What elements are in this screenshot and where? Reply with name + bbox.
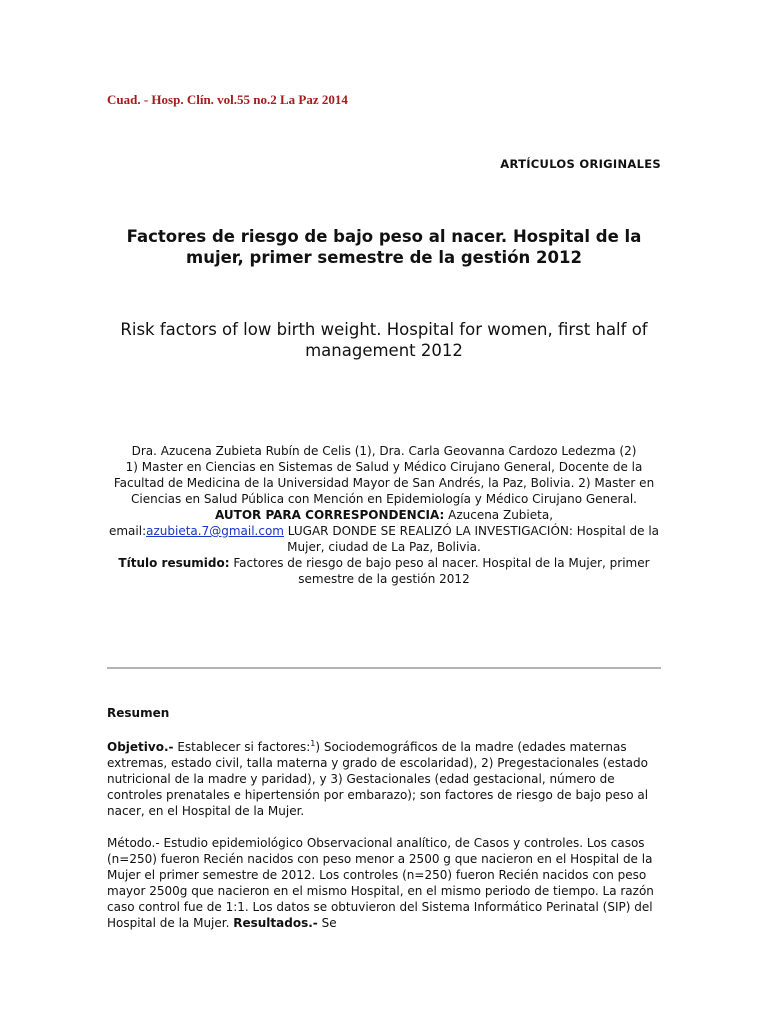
results-text: Se (317, 916, 337, 930)
author-names: Dra. Azucena Zubieta Rubín de Celis (1), Dra. Carla Geovanna Cardozo Ledezma (2) (131, 444, 637, 458)
objective-label: Objetivo.- (107, 740, 174, 754)
corresponding-name: Azucena Zubieta, (444, 508, 554, 522)
short-title-text: Factores de riesgo de bajo peso al nacer. Hospital de la Mujer, primer semestre de la gestión 2012 (229, 556, 650, 586)
objective-text: ) Sociodemográficos de la madre (edades maternas extremas, estado civil, talla materna y grado de escolaridad), 2) Pregestacionales (estado nutricional de la madre y paridad), y 3) Gestacionales (edad gestacional, número de controles prenatales e hipertensión por embarazo); son factores de riesgo de bajo peso al nacer, en el Hospital de la Mujer. (107, 740, 649, 818)
section-label: ARTÍCULOS ORIGINALES (500, 157, 661, 171)
contact-line (103, 523, 665, 555)
article-title-english: Risk factors of low birth weight. Hospital for women, first half of management 2012 (120, 320, 648, 360)
objective-intro: Establecer si factores: (173, 740, 311, 754)
email-label: email: (108, 524, 147, 538)
objective-superscript: 1 (310, 739, 316, 748)
method-text: Método.- Estudio epidemiológico Observacional analítico, de Casos y controles. Los casos (n=250) fueron Recién nacidos con peso menor a 2500 g que nacieron en el Hospital de la Mujer el primer semestre de 2012. Los controles (n=250) fueron Recién nacidos con peso mayor 2500g que nacieron en el mismo Hospital, en el mismo periodo de tiempo. La razón caso control fue de 1:1. Los datos se obtuvieron del Sistema Informático Perinatal (SIP) del Hospital de la Mujer. (107, 836, 654, 930)
corresponding-author (103, 507, 665, 523)
journal-citation: Cuad. - Hosp. Clín. vol.55 no.2 La Paz 2014 (107, 92, 348, 107)
horizontal-divider (107, 667, 661, 669)
short-title (103, 555, 665, 587)
research-place: LUGAR DONDE SE REALIZÓ LA INVESTIGACIÓN: Hospital de la Mujer, ciudad de La Paz, Bolivia. (283, 524, 660, 554)
author-affiliations: 1) Master en Ciencias en Sistemas de Salud y Médico Cirujano General, Docente de la Facultad de Medicina de la Universidad Mayor de San Andrés, la Paz, Bolivia. 2) Master en Ciencias en Salud Pública con Mención en Epidemiología y Médico Cirujano General. (113, 460, 655, 506)
article-title-spanish: Factores de riesgo de bajo peso al nacer. Hospital de la mujer, primer semestre de la gestión 2012 (126, 227, 642, 267)
author-block (103, 443, 665, 587)
short-title-label: Título resumido: (118, 556, 230, 570)
results-label: Resultados.- (233, 916, 318, 930)
email-link[interactable]: azubieta.7@gmail.com (146, 524, 284, 538)
corresponding-label: AUTOR PARA CORRESPONDENCIA: (214, 508, 445, 522)
abstract-method (107, 835, 663, 931)
abstract-heading: Resumen (107, 706, 170, 720)
abstract-objective (107, 739, 663, 819)
